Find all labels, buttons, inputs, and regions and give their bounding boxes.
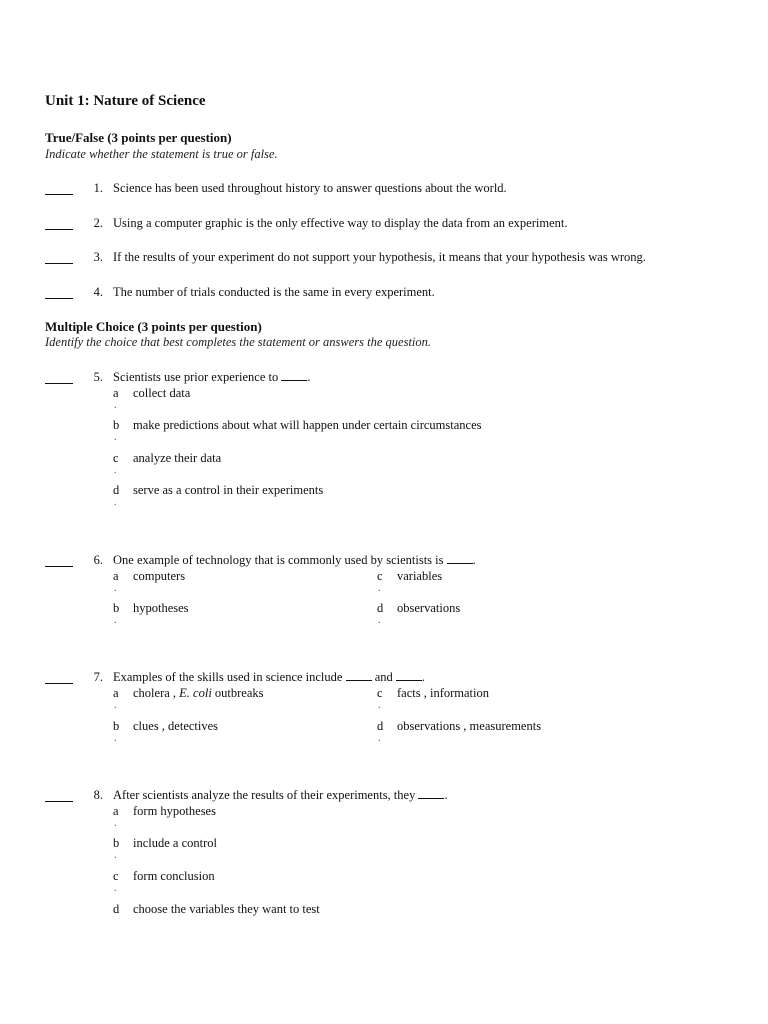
test-page: Unit 1: Nature of Science True/False (3 points per question) Indicate whether the statement is true or false. 1. Science has been used throughout history to answer questions about the world. 2. Using a computer graphic is the only effective way to display the data from an experiment. 3. If the results of your experiment do not support your hypothesis, it means that your hypothesis was wrong. 4. The number of trials conducted is the same in every experiment. Multiple Choice (3 points per question) Identify the choice that best completes the statement or answers the question. 5. Scientists use prior experience to . a collect data . b make predictions about what will happen under certain circumstances . c analyze their data . d serve as a control in their experiments . 6. One example of technology that is commonly used by scientists is . a computers . b hypotheses . c variables . d observations . 7. Examples of the skills used in science include and . a cholera , E. coli outbreaks . b clues , detectives . c facts , information . d observations , measurements . 8. After scientists analyze the results of their experiments, they . a form hypotheses . b include a control . c form conclusion . d choose the variables they want to test <box>45 93 646 916</box>
question-number: 6. <box>93 553 103 567</box>
fill-blank <box>418 788 444 799</box>
fill-blank <box>346 670 372 681</box>
question-number: 2. <box>93 216 103 230</box>
question-text: After scientists analyze the results of their experiments, they . <box>113 788 448 802</box>
question-text: If the results of your experiment do not support your hypothesis, it means that your hypothesis was wrong. <box>113 250 646 264</box>
question-text: One example of technology that is commonly used by scientists is . <box>113 553 476 567</box>
answer-blank[interactable] <box>45 285 73 299</box>
answer-blank[interactable] <box>45 216 73 230</box>
question-text: Examples of the skills used in science include and . <box>113 670 426 684</box>
question-number: 8. <box>93 788 103 802</box>
question-number: 3. <box>93 250 103 264</box>
tf-section-instruction: Indicate whether the statement is true or false. <box>45 147 278 161</box>
fill-blank <box>396 670 422 681</box>
question-number: 4. <box>93 285 103 299</box>
fill-blank <box>281 370 307 381</box>
question-text: Scientists use prior experience to . <box>113 370 311 384</box>
mc-section-heading: Multiple Choice (3 points per question) <box>45 319 262 334</box>
question-text: Science has been used throughout history to answer questions about the world. <box>113 181 507 195</box>
mc-section-instruction: Identify the choice that best completes the statement or answers the question. <box>45 335 432 349</box>
question-number: 7. <box>93 670 103 684</box>
answer-blank[interactable] <box>45 788 73 802</box>
answer-blank[interactable] <box>45 181 73 195</box>
answer-blank[interactable] <box>45 370 73 384</box>
question-number: 1. <box>93 181 103 195</box>
answer-blank[interactable] <box>45 250 73 264</box>
answer-blank[interactable] <box>45 553 73 567</box>
question-text: Using a computer graphic is the only effective way to display the data from an experiment. <box>113 216 568 230</box>
fill-blank <box>447 553 473 564</box>
tf-section-heading: True/False (3 points per question) <box>45 130 232 145</box>
question-number: 5. <box>93 370 103 384</box>
page-title: Unit 1: Nature of Science <box>45 93 206 109</box>
answer-blank[interactable] <box>45 670 73 684</box>
question-text: The number of trials conducted is the same in every experiment. <box>113 285 435 299</box>
